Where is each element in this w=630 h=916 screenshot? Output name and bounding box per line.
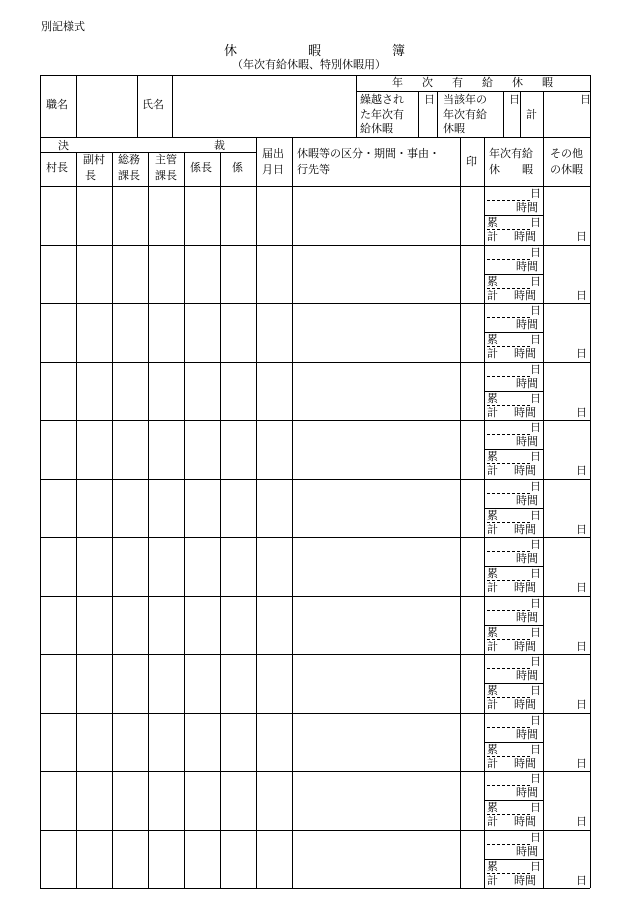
table-top-border (40, 75, 590, 76)
cumulative-label-2: 計 (487, 405, 498, 419)
other-leave-day-unit: 日 (576, 230, 587, 244)
cumulative-label-2: 計 (487, 581, 498, 595)
annual-day-unit: 日 (530, 772, 541, 785)
column-rule (256, 137, 257, 888)
cumulative-hours-unit: 時間 (514, 698, 536, 712)
cumulative-label-2: 計 (487, 288, 498, 302)
cumulative-label-1: 累 (487, 567, 498, 581)
cumulative-day-unit: 日 (530, 684, 541, 698)
cumulative-label-1: 累 (487, 391, 498, 405)
table-bottom-border (40, 888, 590, 889)
cumulative-hours-unit: 時間 (514, 464, 536, 478)
carried-over-line-3: 給休暇 (360, 122, 393, 135)
section-char-5: 休 (512, 76, 523, 89)
row-rule (40, 303, 590, 304)
table-rule (520, 91, 521, 137)
annual-hours-unit: 時間 (516, 786, 538, 799)
other-leave-day-unit: 日 (576, 639, 587, 653)
table-rule (356, 75, 357, 137)
cumulative-hours-unit: 時間 (514, 288, 536, 302)
other-leave-day-unit: 日 (576, 873, 587, 887)
subtitle: （年次有給休暇、特別休暇用） (232, 58, 386, 71)
section-char-1: 年 (392, 76, 403, 89)
cumulative-label-2: 計 (487, 522, 498, 536)
annual-hours-unit: 時間 (516, 727, 538, 741)
col-vice-mayor-2: 長 (85, 169, 96, 182)
cumulative-hours-unit: 時間 (514, 756, 536, 770)
cumulative-hours-unit: 時間 (514, 347, 536, 361)
column-rule (76, 152, 77, 888)
cumulative-label-1: 累 (487, 333, 498, 347)
carried-over-day-unit: 日 (424, 93, 435, 106)
row-rule (40, 596, 590, 597)
column-header-rule (40, 186, 590, 187)
row-rule (40, 830, 590, 831)
col-leave-details-1: 休暇等の区分・期間・事由・ (297, 147, 440, 160)
cumulative-label-2: 計 (487, 347, 498, 361)
cumulative-label-2: 計 (487, 698, 498, 712)
table-rule (76, 75, 77, 137)
annual-day-unit: 日 (530, 596, 541, 610)
cumulative-label-1: 累 (487, 742, 498, 756)
annual-hours-unit: 時間 (516, 844, 538, 858)
col-section-head-2: 課長 (155, 169, 177, 182)
title-char-2: 暇 (308, 44, 322, 59)
cumulative-label-2: 計 (487, 756, 498, 770)
kessai-char-2: 裁 (214, 139, 225, 152)
col-general-affairs-1: 総務 (118, 153, 140, 166)
cumulative-label-1: 累 (487, 508, 498, 522)
cumulative-label-1: 累 (487, 859, 498, 873)
annual-hours-unit: 時間 (516, 610, 538, 624)
row-rule (40, 245, 590, 246)
annual-day-unit: 日 (530, 245, 541, 259)
row-rule (40, 713, 590, 714)
row-rule (40, 537, 590, 538)
col-notification-date-2: 月日 (262, 163, 284, 176)
kessai-char-1: 決 (58, 139, 69, 152)
other-leave-day-unit: 日 (576, 698, 587, 712)
cumulative-label-2: 計 (487, 815, 498, 829)
annual-day-unit: 日 (530, 655, 541, 668)
cumulative-label-1: 累 (487, 625, 498, 639)
column-rule (484, 137, 485, 888)
cumulative-label-2: 計 (487, 230, 498, 244)
annual-hours-unit: 時間 (516, 318, 538, 331)
table-rule (503, 91, 504, 137)
annual-day-unit: 日 (530, 187, 541, 200)
other-leave-day-unit: 日 (576, 464, 587, 478)
cumulative-hours-unit: 時間 (514, 873, 536, 887)
cumulative-day-unit: 日 (530, 391, 541, 405)
cumulative-label-1: 累 (487, 450, 498, 464)
annual-hours-unit: 時間 (516, 669, 538, 682)
table-left-border (40, 75, 41, 888)
column-rule (112, 152, 113, 888)
section-char-6: 暇 (542, 76, 553, 89)
other-leave-day-unit: 日 (576, 756, 587, 770)
other-leave-day-unit: 日 (576, 347, 587, 361)
header-divider-rule (40, 137, 590, 138)
cumulative-hours-unit: 時間 (514, 522, 536, 536)
cumulative-day-unit: 日 (530, 450, 541, 464)
cumulative-day-unit: 日 (530, 801, 541, 815)
name-label: 氏名 (142, 98, 164, 111)
carried-over-line-2: た年次有 (360, 108, 404, 121)
col-chief: 係長 (190, 161, 212, 174)
table-rule (137, 75, 138, 137)
cumulative-hours-unit: 時間 (514, 639, 536, 653)
annual-day-unit: 日 (530, 362, 541, 376)
table-right-border (590, 75, 591, 888)
col-annual-leave-2: 休 暇 (489, 163, 533, 176)
cumulative-label-2: 計 (487, 464, 498, 478)
other-leave-day-unit: 日 (576, 405, 587, 419)
current-year-line-3: 休暇 (443, 122, 465, 135)
other-leave-day-unit: 日 (576, 288, 587, 302)
annual-hours-unit: 時間 (516, 493, 538, 507)
column-rule (220, 152, 221, 888)
col-mayor: 村長 (46, 161, 68, 174)
header-section-title-rule (356, 91, 590, 92)
col-staff: 係 (232, 161, 243, 174)
col-other-leave-1: その他 (550, 147, 583, 160)
cumulative-label-1: 累 (487, 801, 498, 815)
cumulative-day-unit: 日 (530, 742, 541, 756)
section-char-2: 次 (422, 76, 433, 89)
title-char-3: 簿 (392, 44, 406, 59)
column-rule (148, 152, 149, 888)
cumulative-hours-unit: 時間 (514, 405, 536, 419)
cumulative-hours-unit: 時間 (514, 815, 536, 829)
carried-over-line-1: 繰越され (360, 93, 404, 106)
row-rule (40, 479, 590, 480)
current-year-line-2: 年次有給 (443, 108, 487, 121)
table-rule (172, 75, 173, 137)
column-rule (292, 137, 293, 888)
annual-day-unit: 日 (530, 830, 541, 844)
row-rule (40, 362, 590, 363)
annual-hours-unit: 時間 (516, 435, 538, 448)
col-notification-date-1: 届出 (262, 147, 284, 160)
annual-hours-unit: 時間 (516, 376, 538, 390)
column-rule (543, 137, 544, 888)
table-rule (437, 91, 438, 137)
annual-day-unit: 日 (530, 421, 541, 434)
current-year-line-1: 当該年の (443, 93, 487, 106)
annual-hours-unit: 時間 (516, 201, 538, 214)
annual-day-unit: 日 (530, 304, 541, 317)
annual-hours-unit: 時間 (516, 552, 538, 565)
other-leave-day-unit: 日 (576, 815, 587, 829)
cumulative-label-2: 計 (487, 639, 498, 653)
cumulative-day-unit: 日 (530, 567, 541, 581)
cumulative-day-unit: 日 (530, 859, 541, 873)
cumulative-day-unit: 日 (530, 333, 541, 347)
col-annual-leave-1: 年次有給 (489, 147, 533, 160)
table-rule (418, 91, 419, 137)
row-rule (40, 771, 590, 772)
section-char-4: 給 (482, 76, 493, 89)
other-leave-day-unit: 日 (576, 581, 587, 595)
col-other-leave-2: の休暇 (550, 163, 583, 176)
col-section-head-1: 主管 (155, 153, 177, 166)
col-general-affairs-2: 課長 (118, 169, 140, 182)
cumulative-day-unit: 日 (530, 216, 541, 230)
annual-day-unit: 日 (530, 479, 541, 493)
column-rule (184, 152, 185, 888)
title-char-1: 休 (224, 44, 238, 59)
cumulative-label-1: 累 (487, 274, 498, 288)
total-day-unit: 日 (580, 93, 591, 106)
row-rule (40, 420, 590, 421)
annual-hours-unit: 時間 (516, 259, 538, 273)
annual-day-unit: 日 (530, 713, 541, 727)
col-vice-mayor-1: 副村 (83, 153, 105, 166)
annual-day-unit: 日 (530, 538, 541, 551)
col-seal: 印 (466, 155, 477, 168)
cumulative-label-2: 計 (487, 873, 498, 887)
form-label: 別記様式 (41, 20, 85, 33)
row-rule (40, 654, 590, 655)
total-label: 計 (526, 108, 537, 121)
section-char-3: 有 (452, 76, 463, 89)
cumulative-day-unit: 日 (530, 274, 541, 288)
other-leave-day-unit: 日 (576, 522, 587, 536)
cumulative-hours-unit: 時間 (514, 230, 536, 244)
cumulative-day-unit: 日 (530, 625, 541, 639)
cumulative-day-unit: 日 (530, 508, 541, 522)
cumulative-label-1: 累 (487, 216, 498, 230)
job-title-label: 職名 (46, 98, 68, 111)
current-year-day-unit: 日 (509, 93, 520, 106)
col-leave-details-2: 行先等 (297, 163, 330, 176)
cumulative-hours-unit: 時間 (514, 581, 536, 595)
column-rule (460, 137, 461, 888)
table-rule (543, 91, 544, 137)
cumulative-label-1: 累 (487, 684, 498, 698)
